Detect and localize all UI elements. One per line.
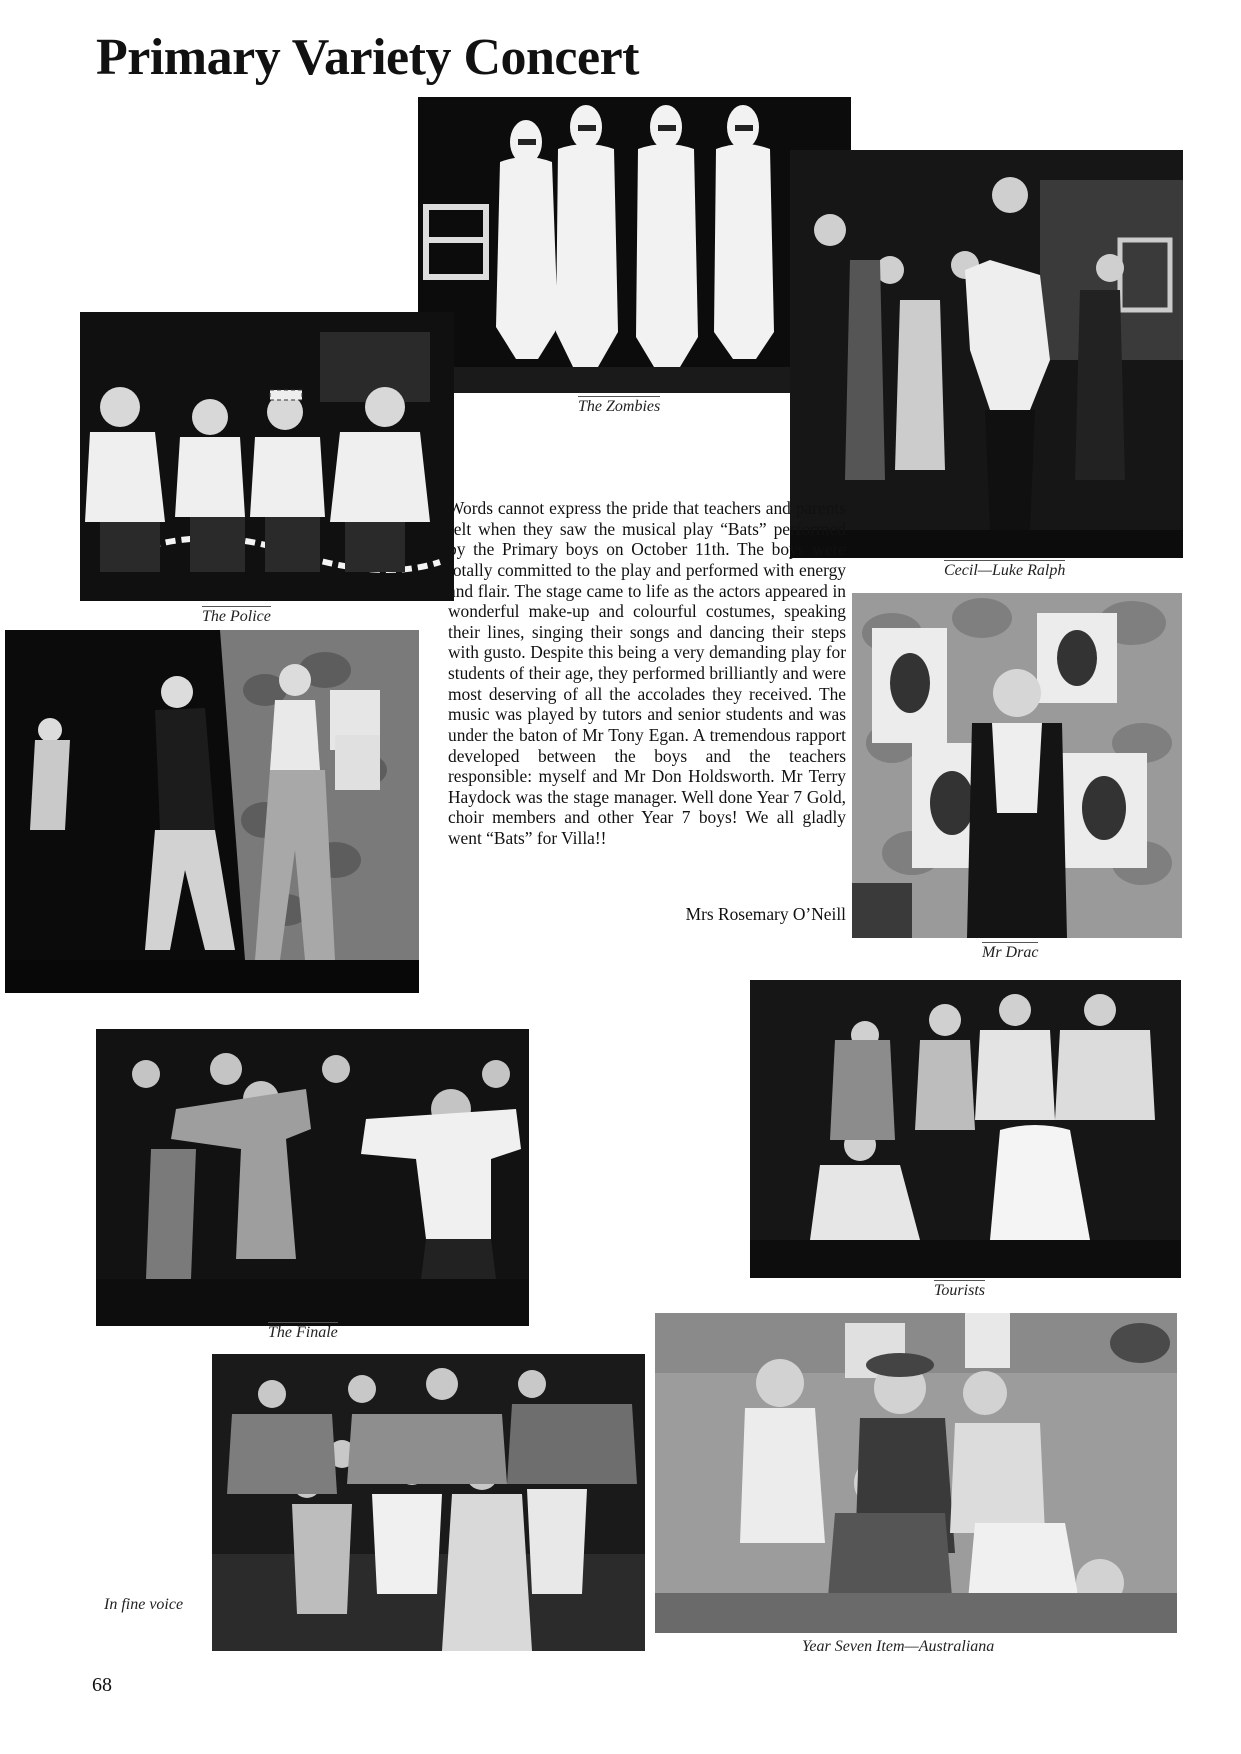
page-number: 68: [92, 1674, 112, 1696]
page-title: Primary Variety Concert: [96, 29, 639, 86]
drac-photo: [852, 593, 1182, 938]
drac-caption: Mr Drac: [982, 944, 1039, 961]
australiana-caption: Year Seven Item—Australiana: [802, 1638, 995, 1655]
finale-photo: [96, 1029, 529, 1326]
dance-photo: [5, 630, 419, 993]
article-author: Mrs Rosemary O’Neill: [685, 904, 846, 924]
article-body: Words cannot express the pride that teachers and parents felt when they saw the musical play “Bats” performed by the Primary boys on October 11th. The boys were totally committed to the play and performed with energy and flair. The stage came to life as the actors appeared in wonderful make-up and colourful costumes, speaking their lines, singing their songs and dancing their steps with gusto. Despite this being a very demanding play for students of their age, they performed brilliantly and were most deserving of all the accolades they received. The music was played by tutors and senior students and was under the baton of Mr Tony Egan. A tremendous rapport developed between the boys and the teachers responsible: myself and Mr Don Holdsworth. Mr Terry Haydock was the stage manager. Well done Year 7 Gold, choir members and other Year 7 boys! We all gladly went “Bats” for Villa!!: [448, 498, 846, 848]
voice-caption: In fine voice: [104, 1596, 184, 1613]
australiana-photo: [655, 1313, 1177, 1633]
tourists-photo: [750, 980, 1181, 1278]
tourists-caption: Tourists: [934, 1282, 985, 1299]
police-photo: [80, 312, 454, 601]
cecil-photo: [790, 150, 1183, 558]
police-caption: The Police: [202, 608, 271, 625]
finale-caption: The Finale: [268, 1324, 338, 1341]
zombies-photo: [418, 97, 851, 393]
cecil-caption: Cecil—Luke Ralph: [944, 562, 1066, 579]
zombies-caption: The Zombies: [578, 398, 661, 415]
voice-photo: [212, 1354, 645, 1651]
